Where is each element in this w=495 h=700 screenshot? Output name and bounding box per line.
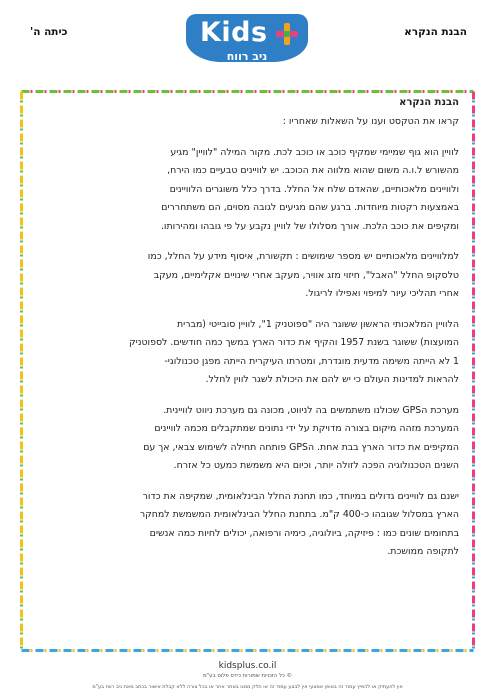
- paragraph-line: המועצות) ששוגר בשנת 1957 והקיף את כדור הארץ במשך כמה חודשים. לספוטניק: [128, 337, 459, 348]
- paragraph: [34, 144, 459, 237]
- paragraph-line: 1 לא הייתה משימה מדעית מוגדרת, ומטרתו העיקרית הייתה מפגן טכנולוגי-: [164, 355, 459, 367]
- logo-kids-text: Kids: [200, 17, 268, 48]
- paragraph-line: הלוויין המלאכותי הראשון ששוגר היה "ספוטניק 1", לוויין סובייטי (מברית: [176, 318, 459, 330]
- footer-legal-text: אין להעתיק או להפיץ עמוד זה באופן אמצעי אין לבצע עמוד זה או חלק ממנו באתר אחר או בכל צורה ללא קבלת אישור בכתב מאת ניב רווח בע"מ: [92, 684, 403, 690]
- footer-url[interactable]: kidsplus.co.il: [218, 661, 277, 671]
- paragraph-line: מהשורש ל.ו.ה משום שהוא מלווה את הכוכב. יש לוויינים טבעיים כמו הירח,: [167, 165, 459, 176]
- paragraph-line: בתחומים שונים כמו : פיזיקה, ביולוגיה, כימיה ורפואה, יכולים לחיות כמה אנשים: [149, 527, 459, 539]
- paragraph-line: להראות למדינות העולם כי יש להם את היכולת לשגר לווין לחלל.: [205, 374, 459, 385]
- paragraphs-container: [34, 144, 459, 562]
- paragraph-line: המערכת מזהה מיקום בצורה מדויקת על ידי נתונים שמתקבלים מכמה לוויינים: [154, 423, 459, 434]
- paragraph-line: ולוויינים מלאכותיים, שהאדם שלח אל החלל. בדרך כלל משוגרים הלוויינים: [169, 183, 459, 195]
- paragraph-line: למלוויינים מלאכותיים יש מספר שימושים : תקשורת, איסוף מידע על החלל, כמו: [147, 251, 459, 262]
- paragraph-line: המקיפים את כדור הארץ בבת אחת. הGPS פותחה תחילה לשימוש צבאי, אך עם: [143, 441, 459, 453]
- instructions-text: קראו את הטקסט וענו על השאלות שאחריו :: [282, 116, 459, 127]
- paragraph: [34, 248, 459, 304]
- paragraph-line: ומקיפים את כוכב הלכת. אורך מסלולו של לוויין נקבע על פי גובהו ומהירותו.: [160, 220, 459, 232]
- reading-content: [34, 95, 459, 574]
- paragraph: [34, 402, 459, 476]
- paragraph-line: ישנם גם לוויינים גדולים במיוחד, כמו תחנת החלל הבינלאומית, שמקיפה את כדור: [142, 490, 459, 502]
- paragraph-line: טלסקופ החלל "האבל", חיזוי מזג אוויר, מעקב אחרי שינויים אקלימיים, מעקב: [153, 269, 459, 281]
- footer-copyright: © כל הזכויות שמורות כידס פלוס בע"מ: [202, 673, 293, 679]
- paragraph-line: באמצעות רקטות מיוחדות. ברגע שהם מגיעים לגובה מסוים, הם משתחררים: [161, 202, 459, 213]
- paragraph: [34, 488, 459, 562]
- paragraph-line: לתקופה ממושכת.: [387, 546, 459, 557]
- paragraph-line: הארץ במסלול שגובהו כ-400 ק"מ. בתחנת החלל הבינלאומית המשמשת למחקר: [139, 509, 459, 520]
- logo-subtitle: ניב רווח: [226, 50, 268, 63]
- paragraph-line: אחרי תהליכי עיור למיפוי ואפילו לריגול.: [305, 288, 459, 299]
- paragraph-line: מערכת הGPS שכולנו משתמשים בה לניווט, מכונה גם מערכת ניווט לוויינית.: [163, 404, 459, 416]
- paragraph-line: השנים הטכנולוגיה הפכה לזולה יותר, וכיום היא משמשת כמעט כל אזרח.: [173, 460, 459, 471]
- header-grade: כיתה ה': [30, 26, 68, 38]
- plus-icon: [276, 23, 298, 45]
- kids-plus-logo[interactable]: [186, 14, 308, 76]
- header-subject: הבנת הנקרא: [404, 26, 467, 38]
- paragraph-line: לוויין הוא גוף שמיימי שמקיף כוכב או כוכב לכת. מקור המילה "לוויין" מגיע: [170, 146, 459, 158]
- paragraph: [34, 316, 459, 390]
- document-title: הבנת הנקרא: [399, 97, 459, 108]
